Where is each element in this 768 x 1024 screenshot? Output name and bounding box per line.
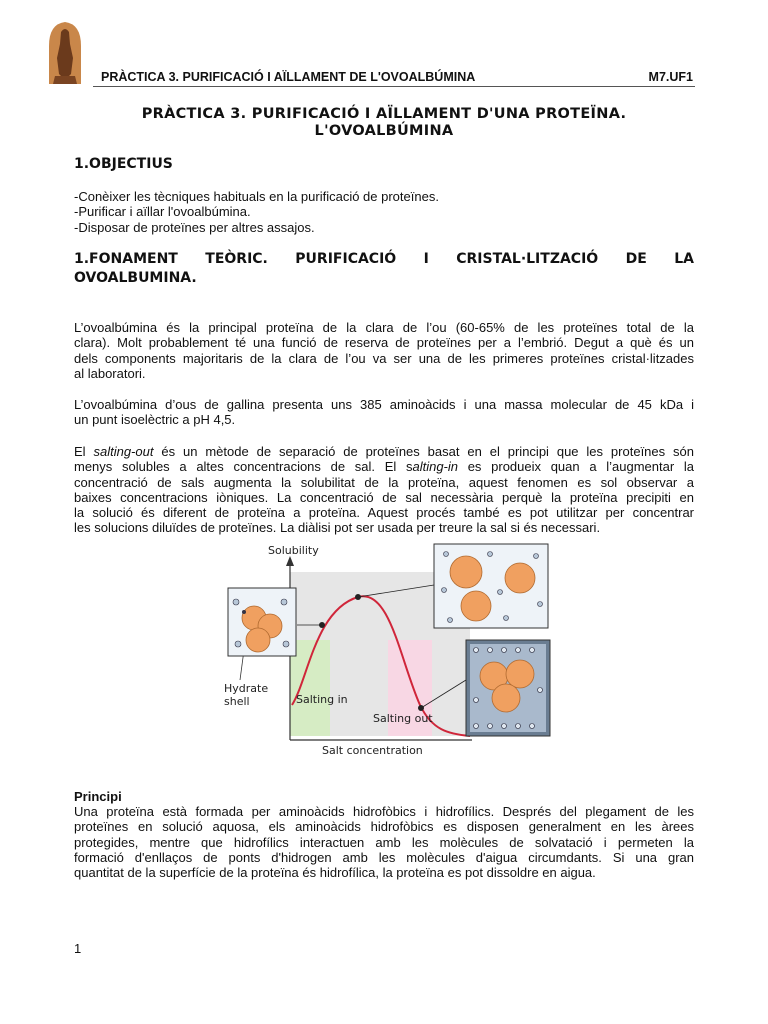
hydrate-label-2: shell xyxy=(224,695,250,708)
objective-item: -Purificar i aïllar l'ovoalbúmina. xyxy=(74,204,251,220)
page-header xyxy=(93,70,695,87)
doc-title-line-2: L'OVOALBÚMINA xyxy=(314,123,454,139)
paragraph-line: menys solubles a altes concentracions de sal. El salting-in es produeix quan a l’augmentar la xyxy=(74,459,694,475)
paragraph-line: formació d'enllaços de ponts d'hidrogen amb les molècules d'aigua circumdants. Si una gran xyxy=(74,849,694,865)
paragraph-ovalbumin-intro xyxy=(74,320,694,381)
y-axis-arrow xyxy=(286,556,294,566)
paragraph-line: L’ovoalbúmina és la principal proteïna de la clara de l’ou (60-65% de les proteïnes total de la xyxy=(74,320,694,335)
inset-high-salt xyxy=(466,640,550,736)
y-axis-label: Solubility xyxy=(268,544,319,557)
objective-item: -Conèixer les tècniques habituals en la purificació de proteïnes. xyxy=(74,189,439,204)
theory-heading xyxy=(74,250,694,288)
paragraph-line: proteïnes en solució aquosa, els aminoàcids hidrofòbics es disposen generalment en les àrees xyxy=(74,819,694,835)
header-title: PRÀCTICA 3. PURIFICACIÓ I AÏLLAMENT DE L'OVOALBÚMINA xyxy=(101,70,476,84)
hydrate-label-1: Hydrate xyxy=(224,682,269,695)
paragraph-line: la solució és diferent de proteïna a proteïna. Aquest procés també es pot utilitzar per concentrar xyxy=(74,505,694,521)
paragraph-line: El salting-out és un mètode de separació de proteïnes basat en el principi que les proteïnes són xyxy=(74,444,694,459)
theory-heading-line-2: OVOALBUMINA. xyxy=(74,270,197,286)
paragraph-line: al laboratori. xyxy=(74,365,146,381)
paragraph-ovalbumin-properties xyxy=(74,397,694,428)
paragraph-line: Una proteïna està formada per aminoàcids hidrofòbics i hidrofílics. Després del plegament de les xyxy=(74,804,694,819)
paragraph-line: dels components majoritaris de la clara de l’ou va ser una de les primeres proteïnes cristal·litzades xyxy=(74,350,694,366)
objectives-list xyxy=(74,189,694,235)
paragraph-line: quantitat de la superfície de la proteïna és hidrofílica, la proteïna es pot dissoldre en aigua. xyxy=(74,865,596,881)
header-code: M7.UF1 xyxy=(648,70,693,84)
paragraph-line: protegides, mentre que hidrofílics interactuen amb les molècules de solvatació i permeten la xyxy=(74,834,694,850)
doc-title-line-1: PRÀCTICA 3. PURIFICACIÓ I AÏLLAMENT D'UNA PROTEÏNA. xyxy=(141,106,627,122)
paragraph-line: baixes concentracions iòniques. La concentració de sal necessària perquè la proteïna precipiti en xyxy=(74,489,694,505)
paragraph-line: les solucions diluïdes de proteïnes. La diàlisi pot ser usada per treure la sal si és necessari. xyxy=(74,520,601,536)
salting-out-label: Salting out xyxy=(373,712,433,725)
salting-figure xyxy=(220,540,552,762)
principle-heading: Principi xyxy=(74,789,122,804)
principle-paragraph xyxy=(74,804,694,880)
page-number: 1 xyxy=(74,941,82,956)
x-axis-label: Salt concentration xyxy=(322,744,423,757)
institution-logo xyxy=(43,18,87,88)
objectives-heading: 1.OBJECTIUS xyxy=(74,156,173,172)
paragraph-line: concentració de sals augmenta la solubilitat de la proteïna, aquest fenomen es sol observar a xyxy=(74,474,694,490)
paragraph-salting xyxy=(74,444,694,536)
paragraph-line: un punt isoelèctric a pH 4,5. xyxy=(74,412,236,428)
inset-moderate-salt xyxy=(434,544,548,628)
objective-item: -Disposar de proteïnes per altres assajos. xyxy=(74,219,315,235)
theory-heading-line-1: 1.FONAMENT TEÒRIC. PURIFICACIÓ I CRISTAL·LITZACIÓ DE LA xyxy=(74,251,694,267)
paragraph-line: L’ovoalbúmina d’ous de gallina presenta uns 385 aminoàcids i una massa molecular de 45 kDa i xyxy=(74,397,694,412)
inset-low-salt xyxy=(228,588,296,656)
salting-in-label: Salting in xyxy=(296,693,348,706)
paragraph-line: clara). Molt probablement té una funció de reserva de proteïnes per a l’embrió. Degut a què és un xyxy=(74,335,694,351)
